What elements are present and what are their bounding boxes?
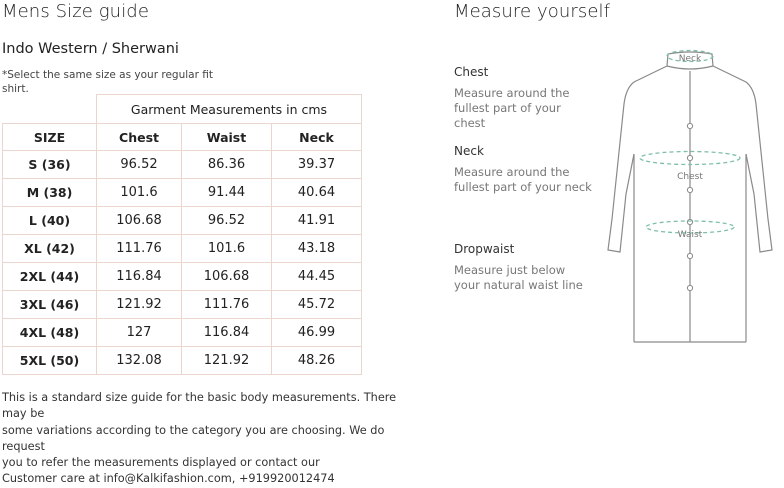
table-row xyxy=(3,319,362,347)
neck-cell: 40.64 xyxy=(272,179,362,207)
neck-instruction-title: Neck xyxy=(454,144,484,158)
dropwaist-instruction-title: Dropwaist xyxy=(454,242,515,256)
neck-cell: 39.37 xyxy=(272,151,362,179)
chest-cell: 111.76 xyxy=(97,235,182,263)
neck-cell: 45.72 xyxy=(272,291,362,319)
size-cell: XL (42) xyxy=(3,235,97,263)
chest-instruction-title: Chest xyxy=(454,65,489,79)
size-cell: 4XL (48) xyxy=(3,319,97,347)
column-header-waist: Waist xyxy=(182,124,272,151)
neck-cell: 48.26 xyxy=(272,347,362,375)
sherwani-outline-icon xyxy=(608,52,772,342)
column-header-chest: Chest xyxy=(97,124,182,151)
chest-cell: 96.52 xyxy=(97,151,182,179)
page-title: Mens Size guide xyxy=(2,1,149,22)
table-row xyxy=(3,179,362,207)
disclaimer-line: you to refer the measurements displayed or contact our xyxy=(2,456,320,470)
waist-cell: 101.6 xyxy=(182,235,272,263)
waist-cell: 86.36 xyxy=(182,151,272,179)
chest-cell: 106.68 xyxy=(97,207,182,235)
disclaimer-line: some variations according to the category you are choosing. We do request xyxy=(2,423,385,453)
neck-cell: 46.99 xyxy=(272,319,362,347)
table-blank-cell xyxy=(3,95,97,124)
table-group-header-row xyxy=(3,95,362,124)
size-table xyxy=(2,94,362,375)
disclaimer-text xyxy=(2,390,412,488)
chest-cell: 127 xyxy=(97,319,182,347)
category-subtitle: Indo Western / Sherwani xyxy=(2,41,179,57)
fit-note: *Select the same size as your regular fit shirt. xyxy=(2,69,213,95)
table-row xyxy=(3,263,362,291)
chest-instruction-text: Measure around the fullest part of your chest xyxy=(454,86,570,130)
table-column-header-row xyxy=(3,124,362,151)
disclaimer-line: This is a standard size guide for the basic body measurements. There may be xyxy=(2,391,397,421)
waist-cell: 121.92 xyxy=(182,347,272,375)
chest-cell: 116.84 xyxy=(97,263,182,291)
waist-cell: 116.84 xyxy=(182,319,272,347)
table-row xyxy=(3,347,362,375)
table-row xyxy=(3,151,362,179)
neck-cell: 43.18 xyxy=(272,235,362,263)
waist-diagram-label: Waist xyxy=(677,230,703,240)
neck-diagram-label: Neck xyxy=(678,54,702,64)
waist-cell: 111.76 xyxy=(182,291,272,319)
dropwaist-instruction-text: Measure just below your natural waist line xyxy=(454,263,583,292)
disclaimer-line: Customer care at info@Kalkifashion.com, +919920012474 xyxy=(2,472,335,486)
waist-cell: 106.68 xyxy=(182,263,272,291)
size-cell: 5XL (50) xyxy=(3,347,97,375)
chest-cell: 132.08 xyxy=(97,347,182,375)
neck-cell: 41.91 xyxy=(272,207,362,235)
waist-cell: 96.52 xyxy=(182,207,272,235)
measure-title: Measure yourself xyxy=(454,1,611,22)
neck-cell: 44.45 xyxy=(272,263,362,291)
size-cell: M (38) xyxy=(3,179,97,207)
size-cell: S (36) xyxy=(3,151,97,179)
chest-cell: 121.92 xyxy=(97,291,182,319)
column-header-neck: Neck xyxy=(272,124,362,151)
group-header: Garment Measurements in cms xyxy=(97,95,362,124)
size-cell: 2XL (44) xyxy=(3,263,97,291)
column-header-size: SIZE xyxy=(3,124,97,151)
table-row xyxy=(3,235,362,263)
neck-instruction-text: Measure around the fullest part of your neck xyxy=(454,165,592,194)
chest-cell: 101.6 xyxy=(97,179,182,207)
waist-cell: 91.44 xyxy=(182,179,272,207)
size-cell: 3XL (46) xyxy=(3,291,97,319)
table-row xyxy=(3,207,362,235)
table-row xyxy=(3,291,362,319)
chest-diagram-label: Chest xyxy=(677,172,703,182)
sherwani-diagram xyxy=(600,44,780,350)
size-cell: L (40) xyxy=(3,207,97,235)
